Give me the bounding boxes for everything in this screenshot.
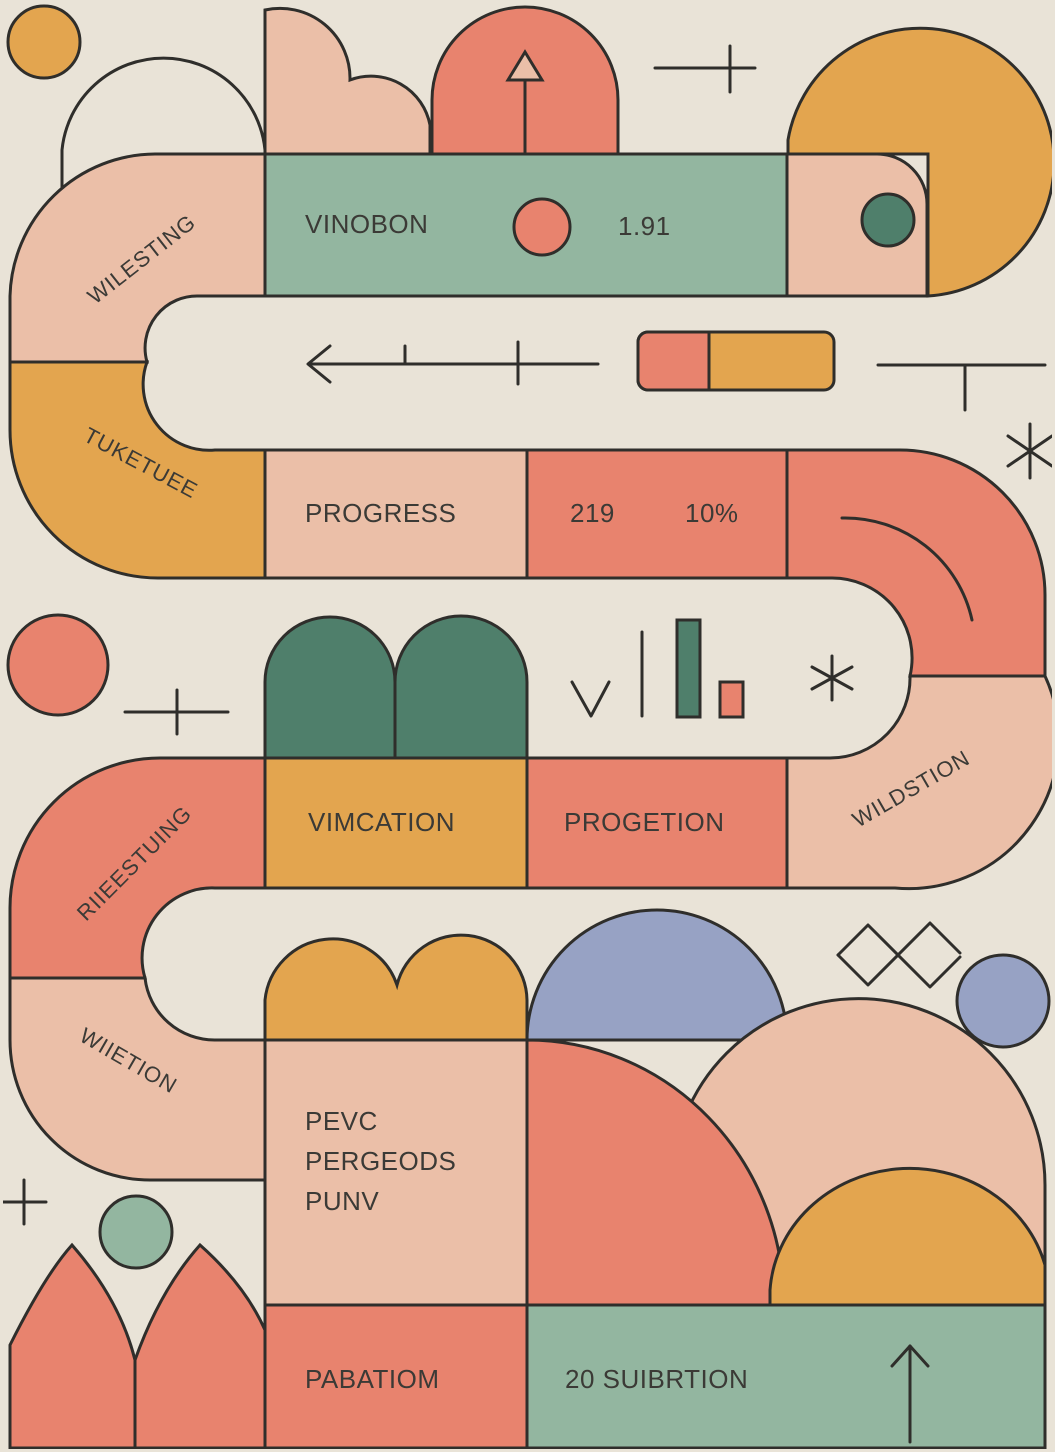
periwinkle-dome [527, 910, 787, 1040]
path-label-3: WILDSTION [848, 745, 975, 833]
row8-label-b: 20 SUIBRTION [565, 1364, 749, 1394]
path-curve-3-upper [787, 450, 1045, 676]
coral-dot-left [8, 615, 108, 715]
plus-icon [3, 1180, 46, 1224]
progress-value: 219 [570, 498, 615, 528]
plus-icon [125, 690, 228, 734]
path-label-4: RIIEESTUING [71, 800, 197, 926]
check-icon [572, 682, 609, 716]
bar-chart-icon [642, 620, 743, 717]
left-arrow-icon [308, 342, 598, 384]
coral-leaf-left [10, 1245, 135, 1448]
row7-line-3: PUNV [305, 1186, 380, 1216]
coral-dot-row1 [514, 199, 570, 255]
path-label-5: WIIETION [75, 1022, 182, 1099]
asterisk-icon [812, 656, 852, 700]
toggle-icon [638, 332, 834, 390]
path-label-1: WILESTING [82, 209, 201, 309]
mustard-dot [8, 6, 80, 78]
row7-line-2: PERGEODS [305, 1146, 457, 1176]
sage-dot [100, 1196, 172, 1268]
infinity-icon [838, 923, 960, 987]
forest-arch-right [395, 616, 527, 758]
row1-label: VINOBON [305, 209, 429, 239]
peach-cloud [265, 8, 430, 154]
progress-label: PROGRESS [305, 498, 457, 528]
row5-label-a: VIMCATION [308, 807, 456, 837]
path-label-2: TUKETUEE [79, 422, 203, 504]
coral-leaf-right [135, 1245, 265, 1448]
row1-value: 1.91 [618, 211, 671, 241]
progress-percent: 10% [685, 498, 739, 528]
periwinkle-dot [957, 955, 1049, 1047]
mustard-cloud [265, 935, 527, 1040]
row5-label-b: PROGETION [564, 807, 725, 837]
row7-line-1: PEVC [305, 1106, 378, 1136]
forest-arch-left [265, 617, 395, 758]
forest-dot-row1 [862, 194, 914, 246]
plus-icon [655, 46, 755, 92]
row8-label-a: PABATIOM [305, 1364, 440, 1394]
plus-icon [878, 365, 1045, 410]
asterisk-icon [1008, 424, 1052, 478]
coral-tile-stats [527, 450, 787, 578]
